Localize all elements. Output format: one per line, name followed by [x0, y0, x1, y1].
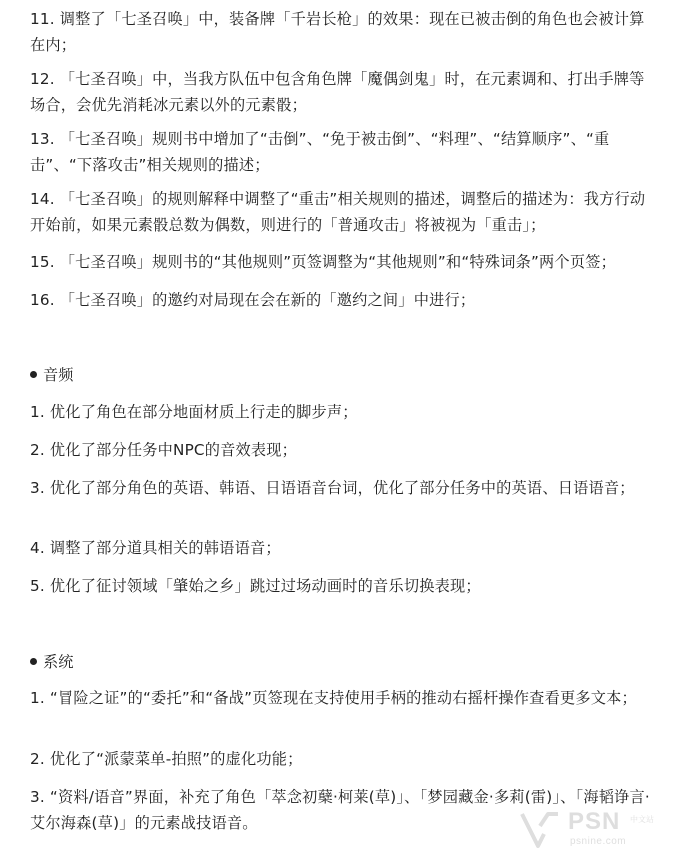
list-item: 2. 优化了“派蒙菜单-拍照”的虚化功能；	[30, 750, 303, 768]
list-item: 11. 调整了「七圣召唤」中，装备牌「千岩长枪」的效果：现在已被击倒的角色也会被计算在内；	[30, 10, 645, 54]
list-item: 1. 优化了角色在部分地面材质上行走的脚步声；	[30, 403, 358, 421]
list-item: 3. 优化了部分角色的英语、韩语、日语语音台词，优化了部分任务中的英语、日语语音；	[30, 479, 635, 497]
section-title-text: 系统	[43, 653, 74, 671]
list-item: 1. “冒险之证”的“委托”和“备战”页签现在支持使用手柄的推动右摇杆操作查看更多文本；	[30, 689, 637, 707]
section-title-text: 音频	[43, 366, 74, 384]
list-item: 5. 优化了征讨领域「肇始之乡」跳过过场动画时的音乐切换表现；	[30, 577, 481, 595]
watermark-brand: PSN	[568, 808, 621, 835]
bullet-icon	[30, 371, 37, 378]
section-title-audio	[30, 362, 73, 388]
list-item: 15. 「七圣召唤」规则书的“其他规则”页签调整为“其他规则”和“特殊词条”两个页签；	[30, 253, 616, 271]
list-item: 16. 「七圣召唤」的邀约对局现在会在新的「邀约之间」中进行；	[30, 291, 476, 309]
list-item: 3. “资料/语音”界面，补充了角色「萃念初蘖·柯莱(草)」、「梦园藏金·多莉(雷)」、「海韬诤言·艾尔海森(草)」的元素战技语音。	[30, 788, 650, 832]
list-item: 14. 「七圣召唤」的规则解释中调整了“重击”相关规则的描述，调整后的描述为：我方行动开始前，如果元素骰总数为偶数，则进行的「普通攻击」将被视为「重击」；	[30, 190, 646, 234]
watermark-tag: 中文站	[630, 815, 654, 824]
psn-logo-icon	[518, 810, 562, 850]
list-item: 2. 优化了部分任务中NPC的音效表现；	[30, 441, 298, 459]
list-item: 4. 调整了部分道具相关的韩语语音；	[30, 539, 281, 557]
watermark-url: psnine.com	[570, 836, 627, 847]
list-item: 13. 「七圣召唤」规则书中增加了“击倒”、“免于被击倒”、“料理”、“结算顺序”、“重击”、“下落攻击”相关规则的描述；	[30, 130, 610, 174]
watermark	[518, 808, 678, 852]
bullet-icon	[30, 658, 37, 665]
section-title-system	[30, 649, 73, 675]
list-item: 12. 「七圣召唤」中，当我方队伍中包含角色牌「魔偶剑鬼」时，在元素调和、打出手牌等场合，会优先消耗冰元素以外的元素骰；	[30, 70, 645, 114]
